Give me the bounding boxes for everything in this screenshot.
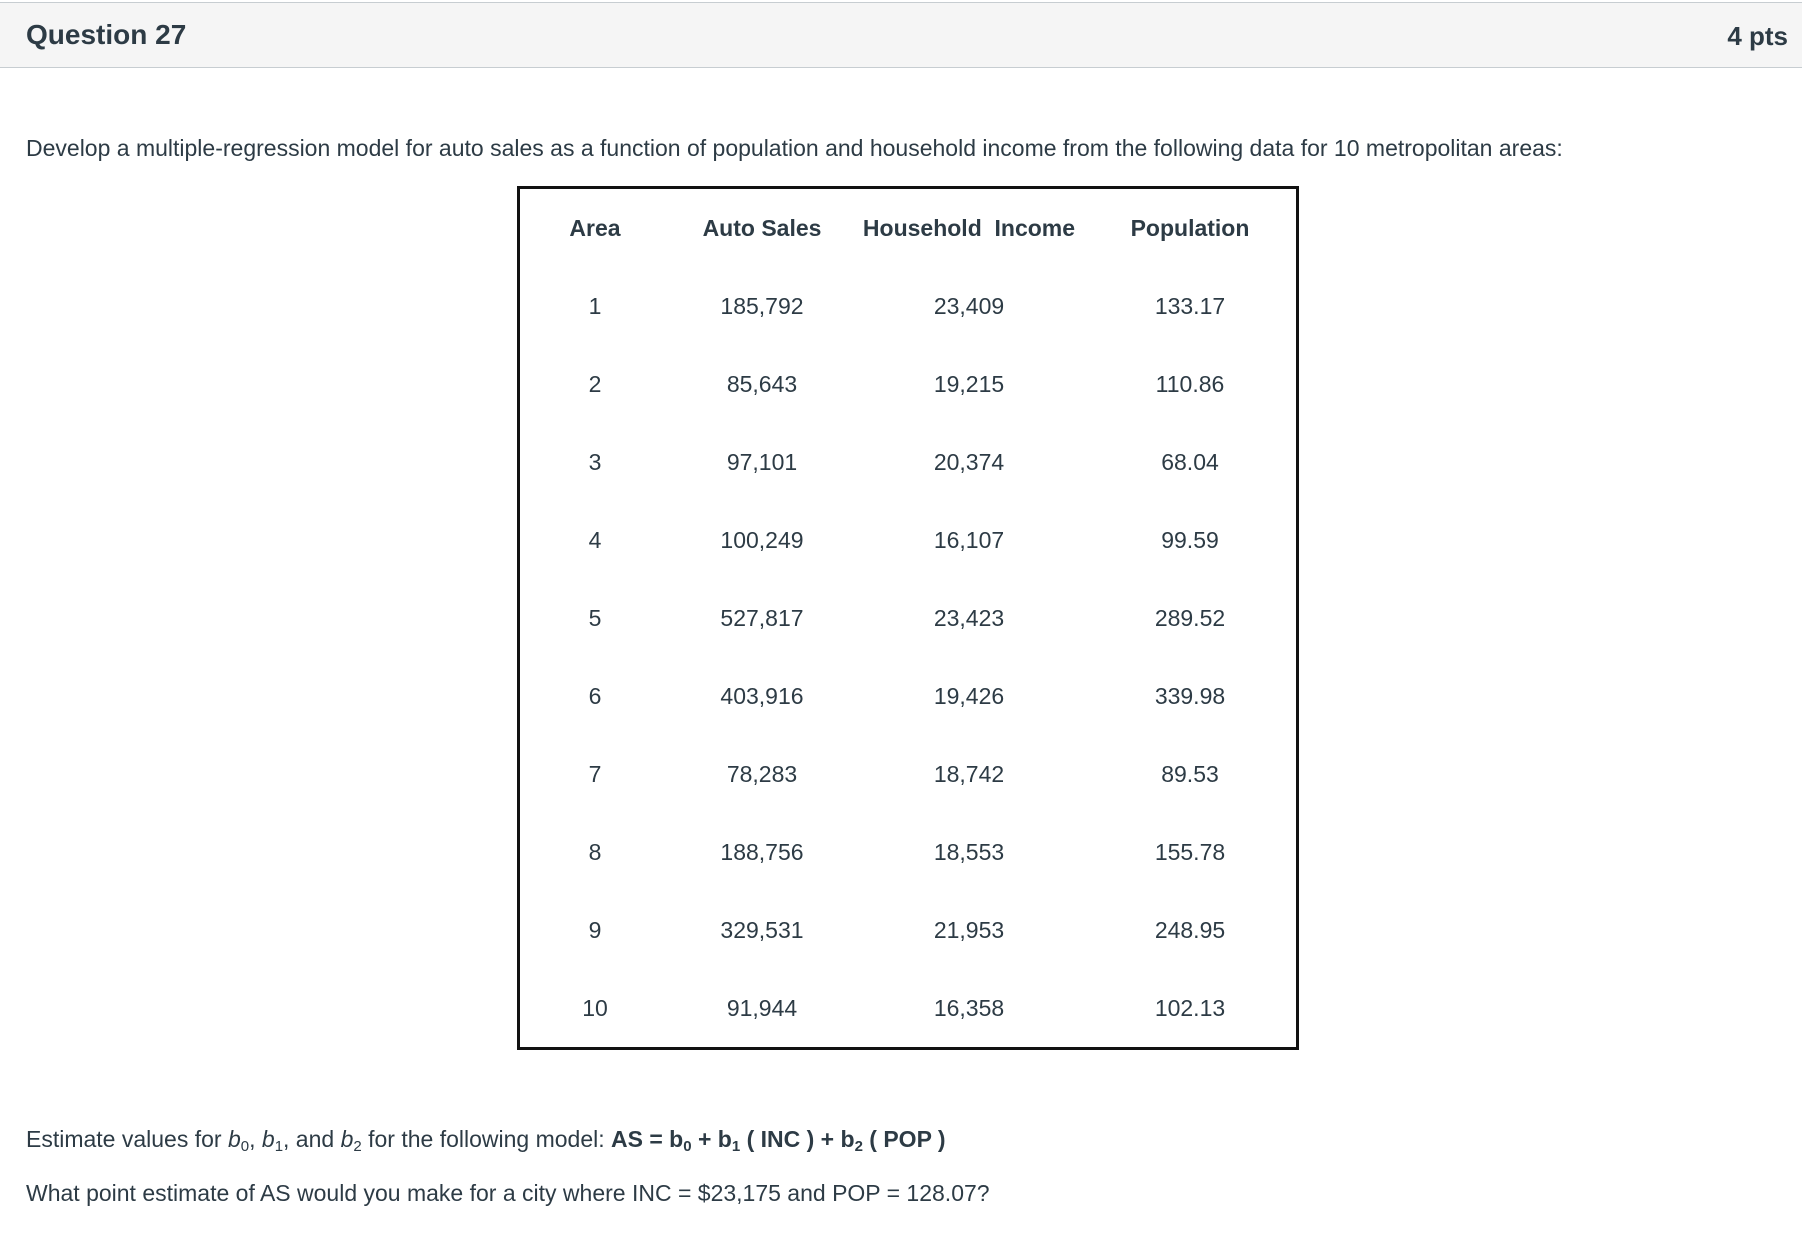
coef-b1-letter: b — [261, 1126, 275, 1152]
coef-b1-subscript: 1 — [274, 1138, 284, 1155]
question-points: 4 pts — [1727, 21, 1788, 51]
cell-population: 289.52 — [1154, 604, 1226, 631]
cell-auto-sales: 329,531 — [720, 916, 804, 943]
point-estimate-question: What point estimate of AS would you make for a city where INC = $23,175 and POP = 128.07? — [26, 1180, 990, 1206]
cell-household-income: 16,107 — [933, 526, 1005, 553]
cell-auto-sales: 185,792 — [720, 292, 804, 319]
table-row — [520, 891, 1296, 969]
header-household-income: Household Income — [862, 214, 1076, 241]
cell-population: 155.78 — [1154, 838, 1226, 865]
cell-household-income: 16,358 — [933, 994, 1005, 1021]
cell-population: 339.98 — [1154, 682, 1226, 709]
estimate-middle: for the following model: — [361, 1126, 612, 1152]
model-pop-term: ( POP ) — [862, 1126, 946, 1152]
table-row — [520, 267, 1296, 345]
cell-area: 5 — [588, 604, 602, 631]
model-sub-0: 0 — [683, 1138, 692, 1155]
model-inc-term: ( INC ) + b — [740, 1126, 855, 1152]
estimate-sep-2: , and — [283, 1126, 341, 1152]
cell-auto-sales: 100,249 — [720, 526, 804, 553]
cell-population: 89.53 — [1161, 760, 1219, 787]
estimate-sep-1: , — [249, 1126, 262, 1152]
cell-population: 68.04 — [1161, 448, 1219, 475]
regression-model — [611, 1126, 946, 1155]
cell-population: 248.95 — [1154, 916, 1226, 943]
model-sub-1: 1 — [731, 1138, 741, 1155]
cell-area: 8 — [588, 838, 602, 865]
table-row — [520, 657, 1296, 735]
question-title: Question 27 — [26, 19, 187, 50]
cell-household-income: 23,409 — [933, 292, 1005, 319]
question-intro-text: Develop a multiple-regression model for auto sales as a function of population and household income from the following data for 10 metropolitan areas: — [26, 135, 1563, 161]
cell-household-income: 18,742 — [933, 760, 1005, 787]
coef-b2-subscript: 2 — [353, 1138, 362, 1155]
cell-area: 6 — [588, 682, 602, 709]
cell-population: 99.59 — [1161, 526, 1219, 553]
table-header-row — [520, 189, 1296, 267]
table-row — [520, 813, 1296, 891]
cell-household-income: 19,215 — [933, 370, 1005, 397]
cell-auto-sales: 188,756 — [720, 838, 804, 865]
model-sub-2: 2 — [854, 1138, 863, 1155]
estimate-prefix: Estimate values for — [26, 1126, 228, 1152]
table-row — [520, 501, 1296, 579]
cell-population: 133.17 — [1154, 292, 1226, 319]
cell-household-income: 23,423 — [933, 604, 1005, 631]
cell-area: 10 — [582, 994, 608, 1021]
cell-area: 4 — [588, 526, 602, 553]
cell-auto-sales: 527,817 — [720, 604, 804, 631]
cell-area: 3 — [588, 448, 602, 475]
table-row — [520, 969, 1296, 1047]
header-auto-sales: Auto Sales — [702, 214, 822, 241]
model-plus-b: + b — [691, 1126, 732, 1152]
table-row — [520, 579, 1296, 657]
question-header — [0, 2, 1802, 68]
estimate-question — [26, 1126, 946, 1153]
table-row — [520, 345, 1296, 423]
coef-b0-letter: b — [227, 1126, 241, 1152]
cell-auto-sales: 91,944 — [726, 994, 798, 1021]
cell-area: 2 — [588, 370, 602, 397]
cell-household-income: 21,953 — [933, 916, 1005, 943]
table-row — [520, 423, 1296, 501]
cell-household-income: 20,374 — [933, 448, 1005, 475]
cell-household-income: 18,553 — [933, 838, 1005, 865]
cell-area: 7 — [588, 760, 602, 787]
header-population: Population — [1130, 214, 1250, 241]
table-row — [520, 735, 1296, 813]
cell-auto-sales: 97,101 — [726, 448, 798, 475]
coef-b2-letter: b — [340, 1126, 354, 1152]
header-area: Area — [569, 214, 621, 241]
data-table-frame — [517, 186, 1299, 1050]
data-table — [520, 189, 1296, 1047]
cell-auto-sales: 78,283 — [726, 760, 798, 787]
cell-area: 9 — [588, 916, 602, 943]
model-as-b: AS = b — [611, 1126, 684, 1152]
coef-b0-subscript: 0 — [240, 1138, 250, 1155]
cell-auto-sales: 85,643 — [726, 370, 798, 397]
cell-area: 1 — [588, 292, 602, 319]
cell-population: 110.86 — [1155, 370, 1225, 397]
cell-population: 102.13 — [1154, 994, 1226, 1021]
cell-auto-sales: 403,916 — [720, 682, 804, 709]
cell-household-income: 19,426 — [933, 682, 1005, 709]
